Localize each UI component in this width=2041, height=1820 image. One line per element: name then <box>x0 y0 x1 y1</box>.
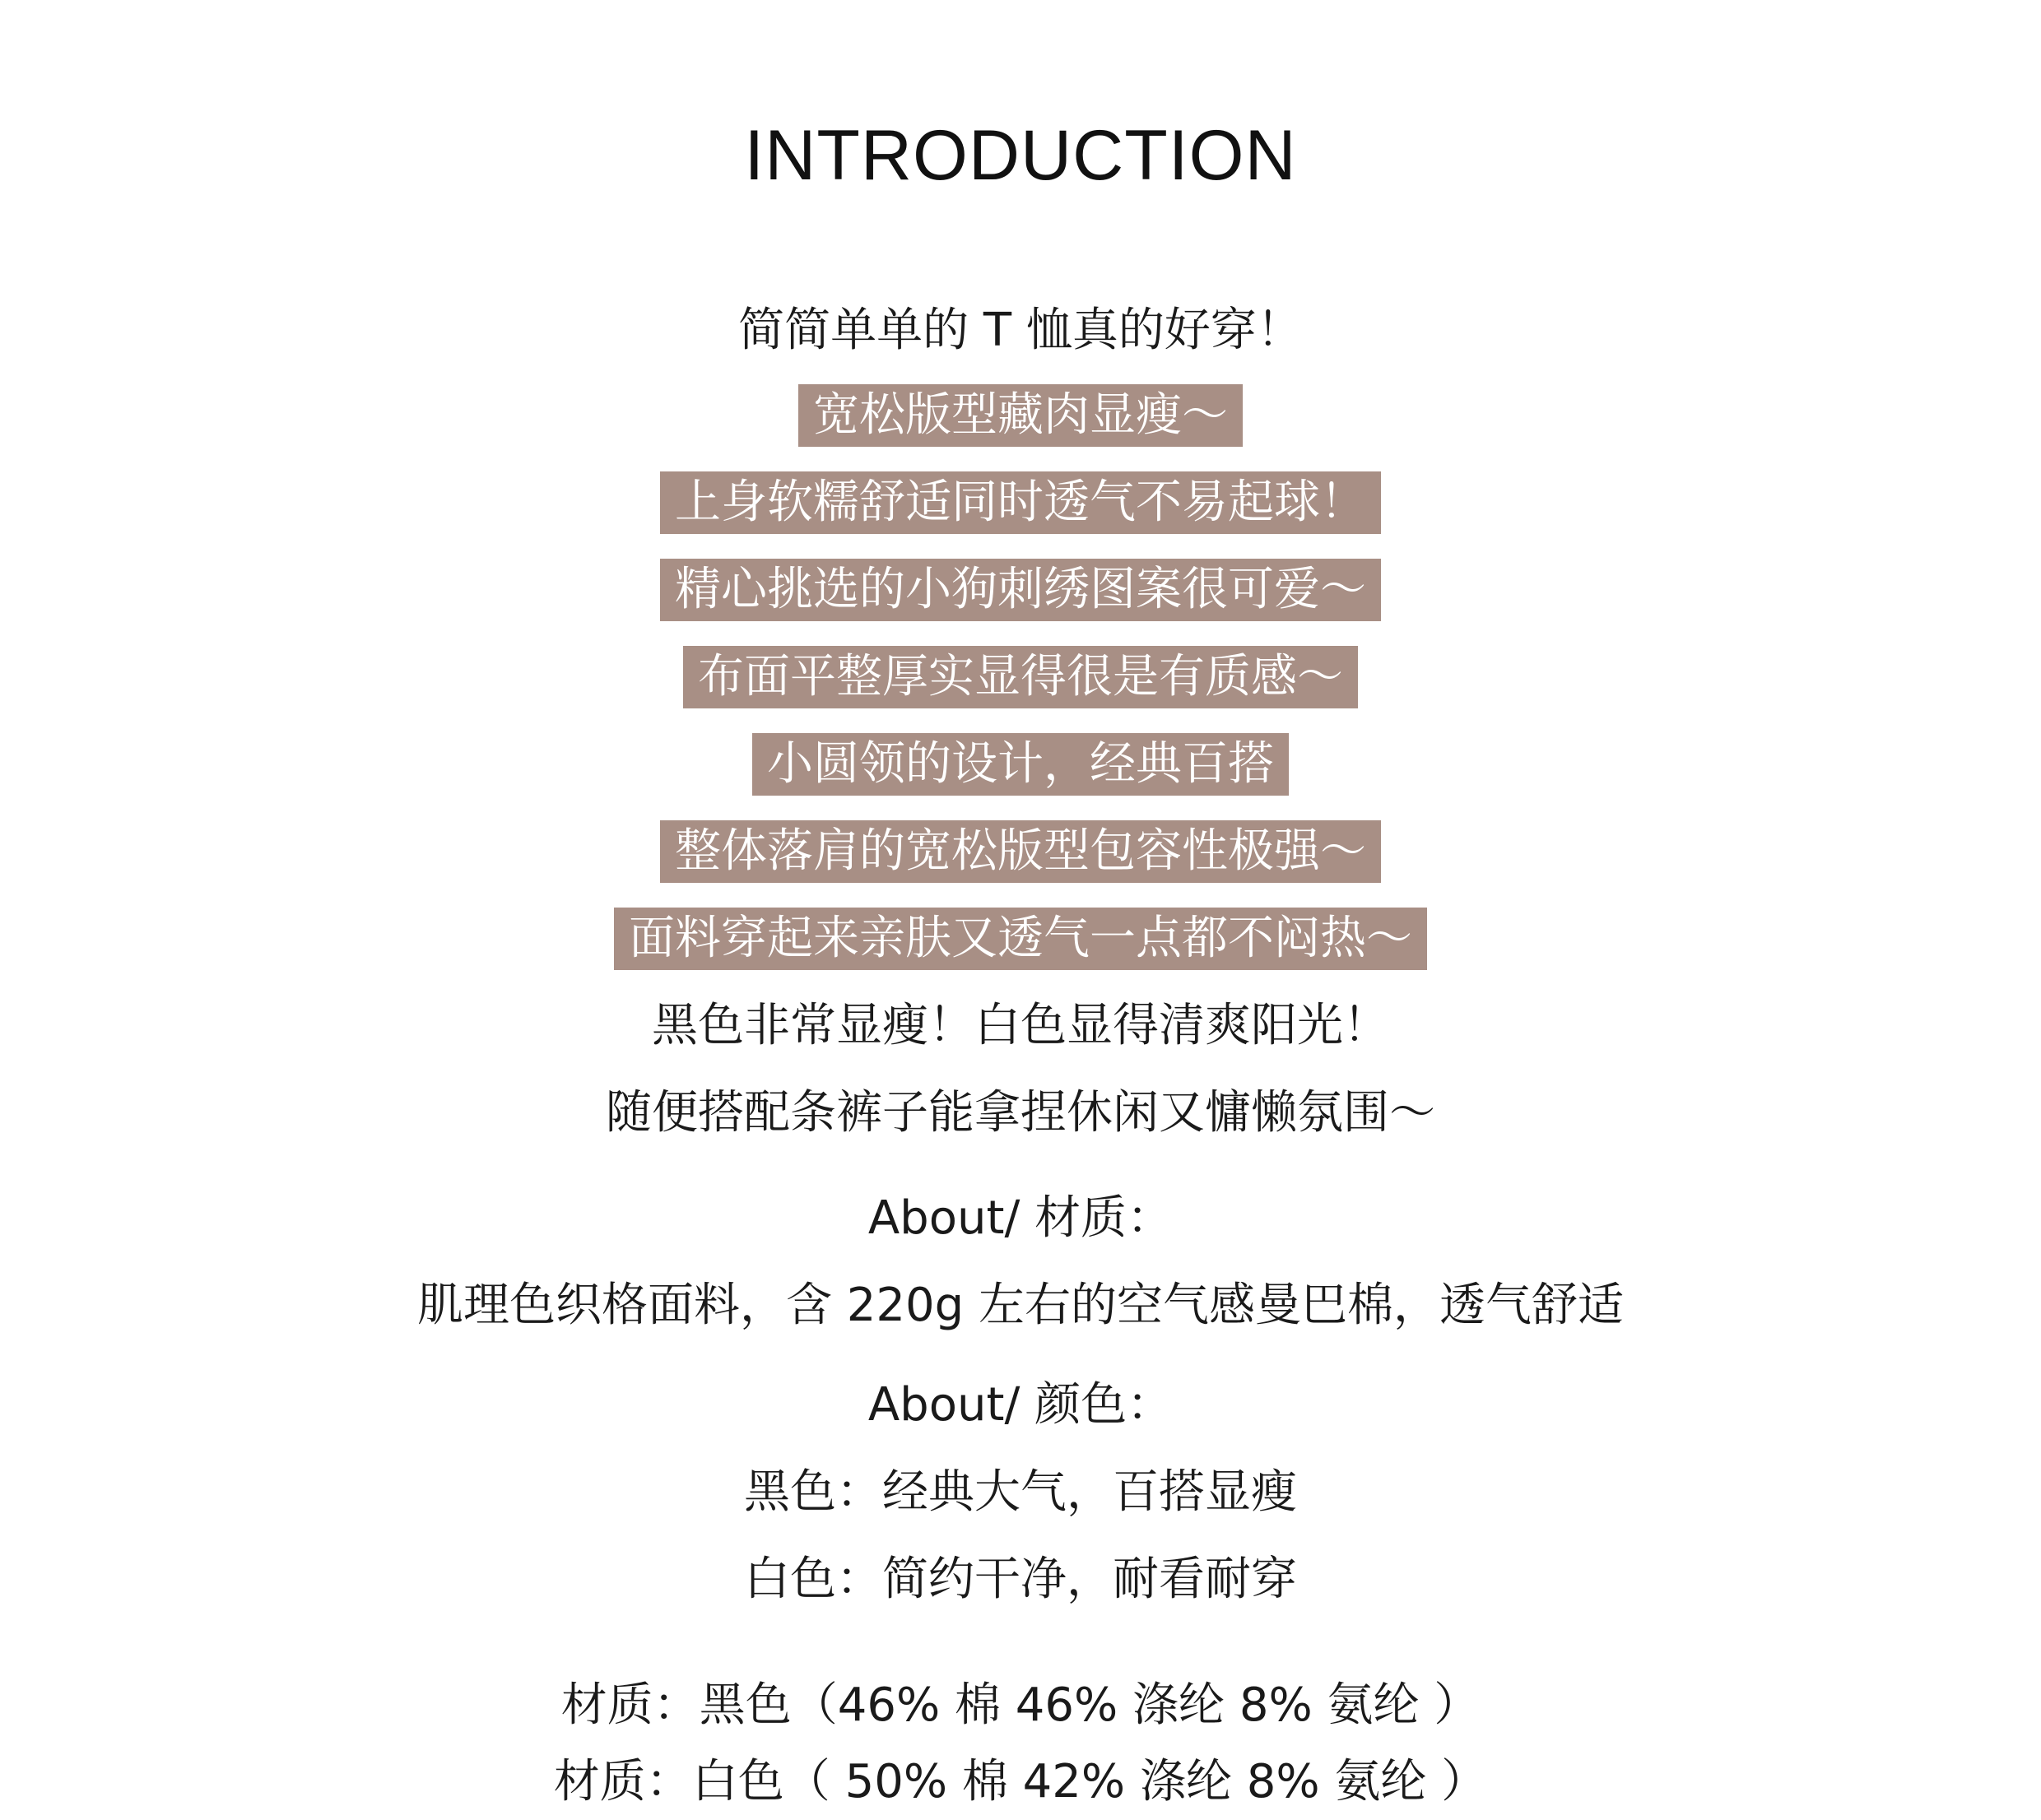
highlighted-intro-text: 上身软糯舒适同时透气不易起球！ <box>660 471 1381 534</box>
intro-line-3 <box>0 471 2041 534</box>
intro-line-10 <box>0 1082 2041 1144</box>
about-material-heading: About/ 材质： <box>867 1191 1174 1245</box>
intro-text: 简简单单的 T 恤真的好穿！ <box>738 304 1303 357</box>
intro-line-1 <box>0 299 2041 362</box>
about-color-heading: About/ 颜色： <box>867 1378 1174 1432</box>
intro-text: 随便搭配条裤子能拿捏休闲又慵懒氛围～ <box>606 1086 1435 1140</box>
composition-black: 材质：黑色（46% 棉 46% 涤纶 8% 氨纶 ） <box>560 1678 1481 1732</box>
highlighted-intro-text: 宽松版型藏肉显瘦～ <box>798 384 1243 447</box>
intro-line-5 <box>0 646 2041 708</box>
about-material-text: 肌理色织格面料，含 220g 左右的空气感曼巴棉，透气舒适 <box>416 1279 1625 1332</box>
composition-white: 材质：白色（ 50% 棉 42% 涤纶 8% 氨纶 ） <box>553 1755 1488 1808</box>
intro-text: 黑色非常显瘦！白色显得清爽阳光！ <box>652 999 1389 1052</box>
highlighted-intro-text: 面料穿起来亲肤又透气一点都不闷热～ <box>614 908 1427 970</box>
page-title: INTRODUCTION <box>744 116 1297 195</box>
intro-line-9 <box>0 995 2041 1057</box>
color-white-description: 白色：简约干净，耐看耐穿 <box>744 1553 1297 1606</box>
highlighted-intro-text: 小圆领的设计，经典百搭 <box>752 733 1289 796</box>
intro-line-6 <box>0 733 2041 796</box>
highlighted-intro-text: 整体落肩的宽松版型包容性极强～ <box>660 820 1381 883</box>
intro-line-8 <box>0 908 2041 970</box>
highlighted-intro-text: 布面平整厚实显得很是有质感～ <box>683 646 1358 708</box>
intro-line-2 <box>0 384 2041 447</box>
highlighted-intro-text: 精心挑选的小狗刺绣图案很可爱～ <box>660 559 1381 621</box>
intro-line-4 <box>0 559 2041 621</box>
color-black-description: 黑色：经典大气，百搭显瘦 <box>744 1465 1297 1519</box>
intro-line-7 <box>0 820 2041 883</box>
